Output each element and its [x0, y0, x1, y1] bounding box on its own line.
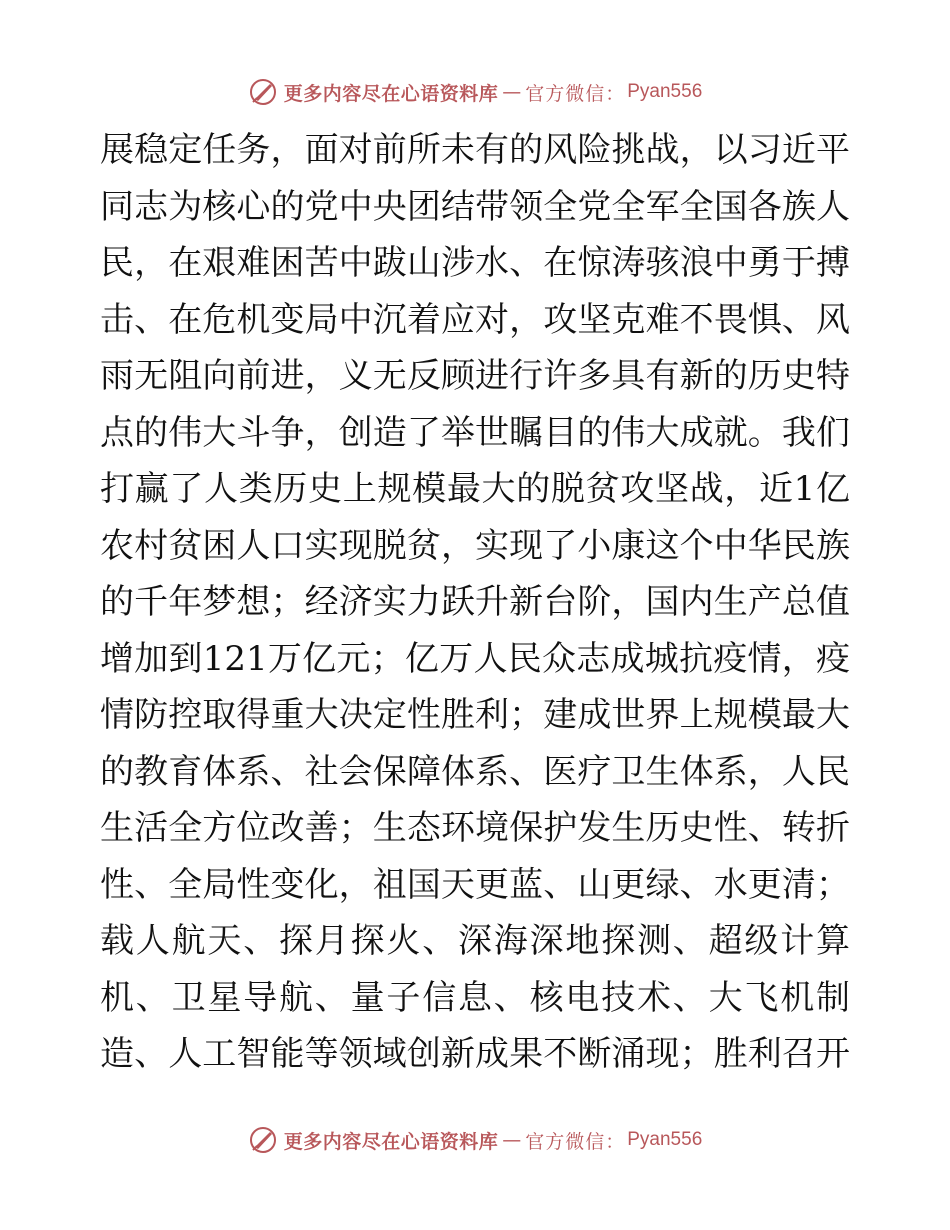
body-line: 的教育体系、社会保障体系、医疗卫生体系，人民	[100, 751, 850, 792]
body-line: 打赢了人类历史上规模最大的脱贫攻坚战，近1亿	[100, 469, 850, 509]
document-body	[100, 122, 850, 1083]
watermark-wechat-label: 官方微信：	[525, 82, 626, 105]
body-line: 同志为核心的党中央团结带领全党全军全国各族人	[100, 186, 850, 227]
body-line: 性、全局性变化，祖国天更蓝、山更绿、水更清；	[100, 864, 850, 905]
body-line: 展稳定任务，面对前所未有的风险挑战，以习近平	[100, 130, 850, 170]
body-line: 民，在艰难困苦中跋山涉水、在惊涛骇浪中勇于搏	[100, 243, 850, 283]
quill-pen-logo-icon	[248, 77, 278, 107]
body-line: 机、卫星导航、量子信息、核电技术、大飞机制	[100, 977, 850, 1018]
watermark-banner-top	[0, 72, 950, 112]
quill-pen-logo-icon	[248, 1125, 278, 1155]
watermark-wechat-label: 官方微信：	[525, 1130, 626, 1153]
body-line: 生活全方位改善；生态环境保护发生历史性、转折	[100, 808, 850, 848]
watermark-brand: 更多内容尽在心语资料库	[283, 1130, 499, 1153]
body-line: 的千年梦想；经济实力跃升新台阶，国内生产总值	[100, 582, 850, 622]
watermark-separator: —	[502, 81, 522, 103]
body-line: 雨无阻向前进，义无反顾进行许多具有新的历史特	[100, 356, 850, 396]
body-line: 造、人工智能等领域创新成果不断涌现；胜利召开	[100, 1034, 850, 1074]
body-line: 点的伟大斗争，创造了举世瞩目的伟大成就。我们	[100, 412, 850, 453]
body-line: 农村贫困人口实现脱贫，实现了小康这个中华民族	[100, 525, 850, 566]
body-line: 情防控取得重大决定性胜利；建成世界上规模最大	[100, 695, 850, 735]
body-line: 载人航天、探月探火、深海深地探测、超级计算	[100, 921, 850, 961]
watermark-wechat-id: Pyan556	[627, 81, 703, 102]
body-line: 击、在危机变局中沉着应对，攻坚克难不畏惧、风	[100, 299, 850, 340]
watermark-brand: 更多内容尽在心语资料库	[283, 82, 499, 105]
watermark-banner-bottom	[0, 1120, 950, 1160]
watermark-wechat-id: Pyan556	[627, 1129, 703, 1150]
body-line: 增加到121万亿元；亿万人民众志成城抗疫情，疫	[100, 638, 850, 679]
watermark-separator: —	[502, 1129, 522, 1151]
